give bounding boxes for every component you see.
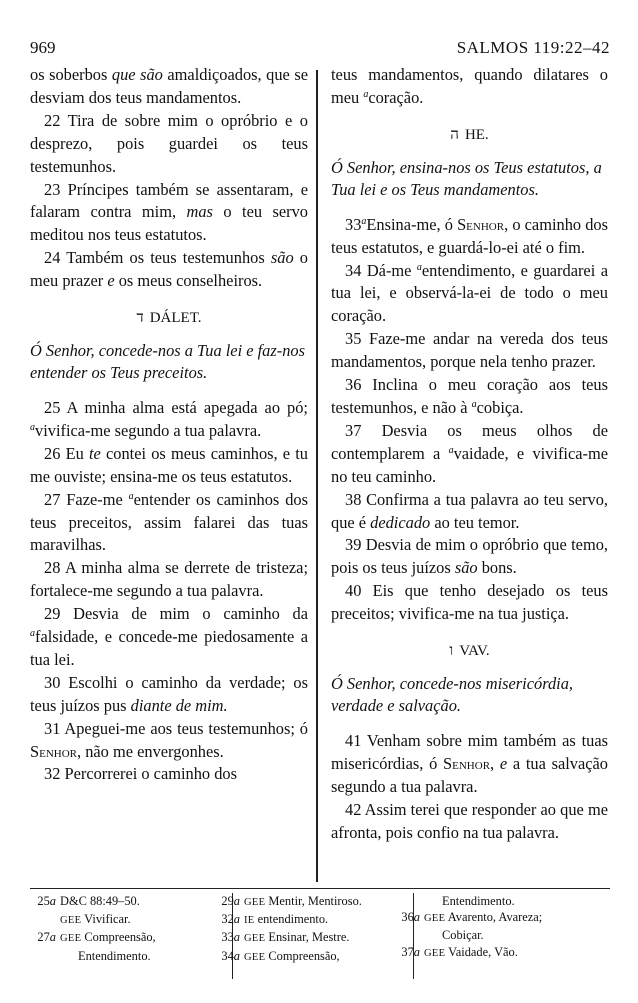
verse-24: 24 Também os teus testemunhos são o meu prazer e os meus conselheiros.	[30, 248, 308, 291]
footnote-line: 33a GEE Ensinar, Mestre.	[221, 930, 350, 945]
section-heading-he: ה HE.	[450, 126, 489, 143]
left-column	[30, 64, 308, 786]
verse-22: 22 Tira de sobre mim o opróbrio e o desprezo, pois guardei os teus testemunhos.	[30, 110, 308, 176]
verse-39: 39 Desvia de mim o opróbrio que temo, pois os teus juízos são bons.	[331, 535, 608, 578]
verse-42: 42 Assim terei que responder ao que me afronta, pois confio na tua palavra.	[331, 799, 608, 842]
verse-23: 23 Príncipes também se assentaram, e falaram contra mim, mas o teu servo meditou nos teus estatutos.	[30, 179, 308, 245]
verse-32-continuation: teus mandamentos, quando dilatares o meu $^a$coração.	[331, 65, 608, 107]
verse-27: 27 Faze-me $^a$entender os caminhos dos teus preceitos, assim falarei das tuas maravilhas.	[30, 489, 308, 555]
verse-37: 37 Desvia os meus olhos de contemplarem a $^a$vaidade, e vivifica-me no teu caminho.	[331, 420, 608, 486]
section-intro-dalet: Ó Senhor, concede-nos a Tua lei e faz-nos entender os Teus preceitos.	[30, 340, 305, 383]
footnote-line: 34a GEE Compreensão,	[221, 948, 340, 963]
verse-36: 36 Inclina o meu coração aos teus testemunhos, e não à $^a$cobiça.	[331, 375, 608, 417]
page-header	[30, 36, 610, 60]
verse-41: 41 Venham sobre mim também as tuas misericórdias, ó Senhor, e a tua salvação segundo a tua palavra.	[331, 730, 608, 796]
footnote-divider	[413, 893, 414, 979]
footnote-line: 37a GEE Vaidade, Vão.	[401, 944, 518, 959]
verse-29: 29 Desvia de mim o caminho da $^a$falsidade, e concede-me piedosamente a tua lei.	[30, 604, 308, 669]
footnote-line: 32a IE entendimento.	[221, 912, 329, 927]
footnote-line: 29a GEE Mentir, Mentiroso.	[221, 894, 362, 908]
footnote-line: 25a D&C 88:49–50.	[37, 894, 140, 908]
footnotes-column-2	[221, 893, 416, 966]
verse-35: 35 Faze-me andar na vereda dos teus mandamentos, porque nela tenho prazer.	[331, 329, 608, 372]
verse-34: 34 Dá-me $^a$entendimento, e guardarei a tua lei, e observá-la-ei de todo o meu coração.	[331, 260, 608, 326]
footnote-line: Cobiçar.	[442, 928, 484, 943]
verse-21-continuation: os soberbos que são amaldiçoados, que se desviam dos teus mandamentos.	[30, 65, 308, 107]
verse-32: 32 Percorrerei o caminho dos	[44, 764, 237, 784]
verse-28: 28 A minha alma se derrete de tristeza; fortalece-me segundo a tua palavra.	[30, 558, 308, 601]
section-heading-vav: ו VAV.	[449, 643, 490, 660]
footnote-line: Entendimento.	[442, 894, 515, 908]
column-divider	[316, 70, 318, 882]
footnote-rule	[30, 888, 610, 889]
section-intro-vav: Ó Senhor, concede-nos misericórdia, verdade e salvação.	[331, 673, 574, 716]
section-heading-dalet: ד DÁLET.	[136, 310, 202, 327]
footnote-line: 27a GEE Compreensão,	[37, 930, 156, 945]
section-intro-he: Ó Senhor, ensina-nos os Teus estatutos, a Tua lei e os Teus mandamentos.	[331, 157, 602, 200]
verse-40: 40 Eis que tenho desejado os teus preceitos; vivifica-me na tua justiça.	[331, 581, 608, 624]
page-number: 969	[30, 38, 56, 57]
footnotes-column-3	[401, 893, 614, 962]
running-head: SALMOS 119:22–42	[456, 38, 610, 57]
footnote-line: 36a GEE Avarento, Avareza;	[401, 910, 543, 925]
right-column	[331, 64, 608, 844]
footnotes-column-1	[37, 893, 225, 964]
verse-33: 33$^a$Ensina-me, ó Senhor, o caminho dos teus estatutos, e guardá-lo-ei até o fim.	[331, 214, 608, 257]
footnote-line: GEE Vivificar.	[60, 912, 131, 927]
verse-31: 31 Apeguei-me aos teus testemunhos; ó Senhor, não me envergonhes.	[30, 718, 308, 761]
verse-26: 26 Eu te contei os meus caminhos, e tu me ouviste; ensina-me os teus estatutos.	[30, 443, 308, 486]
verse-38: 38 Confirma a tua palavra ao teu servo, que é dedicado ao teu temor.	[331, 489, 608, 532]
verse-25: 25 A minha alma está apegada ao pó; $^a$vivifica-me segundo a tua palavra.	[30, 397, 308, 440]
verse-30: 30 Escolhi o caminho da verdade; os teus juízos pus diante de mim.	[30, 672, 308, 715]
footnote-line: Entendimento.	[78, 948, 151, 963]
